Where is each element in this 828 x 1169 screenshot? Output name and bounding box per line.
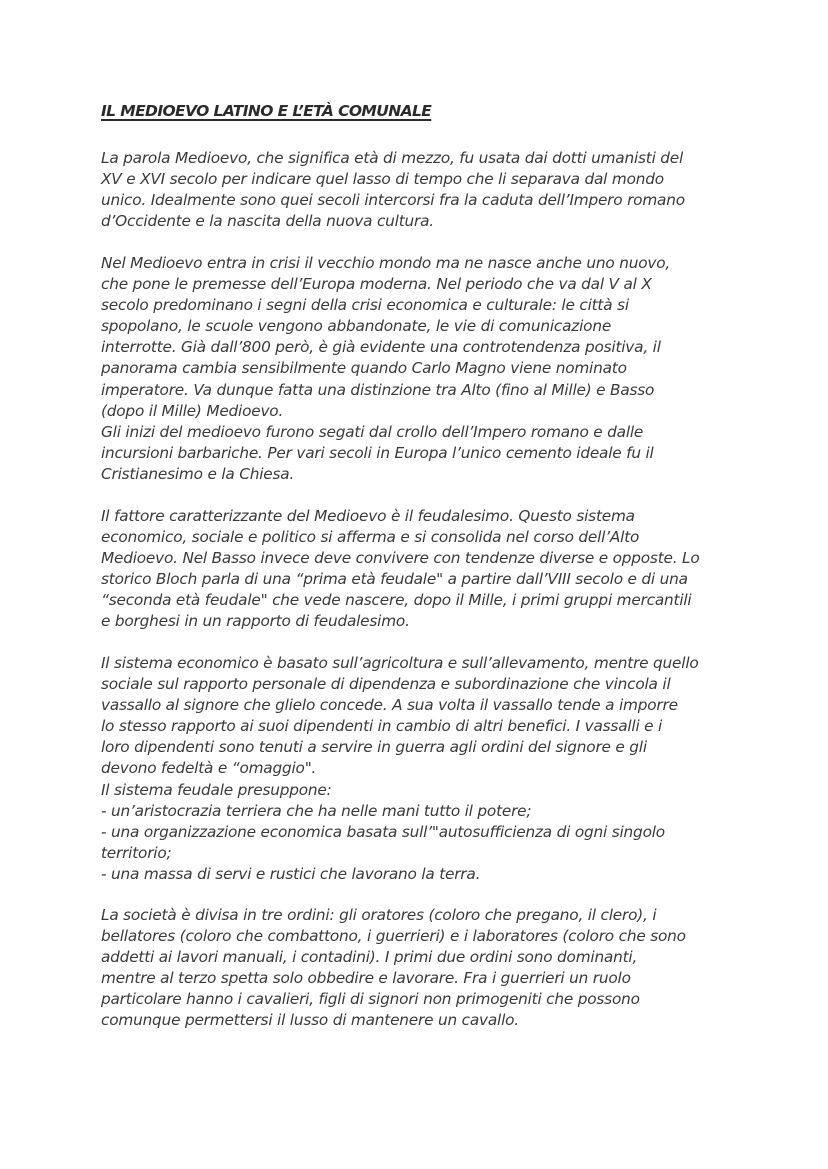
paragraph-line: Cristianesimo e la Chiesa.: [101, 464, 295, 483]
paragraph-line: La parola Medioevo, che significa età di mezzo, fu usata dai dotti umanisti del: [101, 149, 684, 167]
paragraph-line: addetti ai lavori manuali, i contadini). I primi due ordini sono dominanti,: [101, 948, 638, 967]
paragraph-line: che pone le premesse dell’Europa moderna. Nel periodo che va dal V al X: [101, 275, 652, 294]
paragraph-line: Il sistema economico è basato sull’agricoltura e sull’allevamento, mentre quello: [101, 654, 699, 672]
paragraph-line: spopolano, le scuole vengono abbandonate, le vie di comunicazione: [101, 317, 612, 336]
list-item: [101, 822, 741, 843]
list-item-continuation: territorio;: [101, 843, 172, 862]
paragraph-line: (dopo il Mille) Medioevo.: [101, 401, 284, 420]
paragraph-line: Gli inizi del medioevo furono segati dal crollo dell’Impero romano e dalle: [101, 422, 644, 441]
paragraph-line: comunque permettersi il lusso di mantenere un cavallo.: [101, 1011, 519, 1030]
bullet-marker: -: [101, 822, 107, 841]
paragraph-line: economico, sociale e politico si afferma e si consolida nel corso dell’Alto: [101, 528, 640, 547]
paragraph-line: XV e XVI secolo per indicare quel lasso di tempo che li separava dal mondo: [101, 170, 664, 189]
paragraph-line: incursioni barbariche. Per vari secoli in Europa l’unico cemento ideale fu il: [101, 443, 654, 462]
paragraph-line: Nel Medioevo entra in crisi il vecchio mondo ma ne nasce anche uno nuovo,: [101, 254, 671, 272]
list-item: [101, 864, 741, 885]
paragraph-line: vassallo al signore che glielo concede. A sua volta il vassallo tende a imporre: [101, 696, 678, 715]
bullet-marker: -: [101, 864, 107, 883]
list-item: [101, 801, 741, 822]
paragraph-line: devono fedeltà e “omaggio".: [101, 759, 317, 778]
paragraph-line: panorama cambia sensibilmente quando Carlo Magno viene nominato: [101, 359, 627, 378]
paragraph-line: storico Bloch parla di una “prima età feudale" a partire dall’VIII secolo e di una: [101, 570, 688, 589]
paragraph-5: [101, 905, 741, 1032]
paragraph-line: Il fattore caratterizzante del Medioevo è il feudalesimo. Questo sistema: [101, 507, 635, 525]
list-item-text: una massa di servi e rustici che lavorano la terra.: [111, 864, 481, 883]
paragraph-line: sociale sul rapporto personale di dipendenza e subordinazione che vincola il: [101, 675, 671, 694]
paragraph-line: Il sistema feudale presuppone:: [101, 780, 332, 799]
paragraph-line: lo stesso rapporto ai suoi dipendenti in cambio di altri benefici. I vassalli e i: [101, 717, 663, 736]
paragraph-1: [101, 148, 741, 232]
paragraph-line: particolare hanno i cavalieri, figli di signori non primogeniti che possono: [101, 990, 640, 1009]
paragraph-line: e borghesi in un rapporto di feudalesimo.: [101, 612, 410, 631]
paragraph-line: d’Occidente e la nascita della nuova cultura.: [101, 212, 434, 231]
paragraph-line: interrotte. Già dall’800 però, è già evidente una controtendenza positiva, il: [101, 338, 661, 357]
paragraph-line: “seconda età feudale" che vede nascere, dopo il Mille, i primi gruppi mercantili: [101, 591, 692, 610]
list-item-text: un’aristocrazia terriera che ha nelle mani tutto il potere;: [111, 801, 532, 820]
paragraph-2: [101, 253, 741, 485]
paragraph-line: secolo predominano i segni della crisi economica e culturale: le città si: [101, 296, 629, 315]
document-title: IL MEDIOEVO LATINO E L’ETÀ COMUNALE: [101, 102, 432, 120]
paragraph-line: bellatores (coloro che combattono, i guerrieri) e i laboratores (coloro che sono: [101, 927, 686, 946]
list-item-text: una organizzazione economica basata sull’"autosufficienza di ogni singolo: [111, 822, 665, 841]
paragraph-line: loro dipendenti sono tenuti a servire in guerra agli ordini del signore e gli: [101, 738, 647, 757]
paragraph-4: [101, 653, 741, 885]
paragraph-line: Medioevo. Nel Basso invece deve convivere con tendenze diverse e opposte. Lo: [101, 549, 700, 568]
paragraph-line: imperatore. Va dunque fatta una distinzione tra Alto (fino al Mille) e Basso: [101, 380, 655, 399]
paragraph-line: La società è divisa in tre ordini: gli oratores (coloro che pregano, il clero), i: [101, 906, 657, 924]
paragraph-line: unico. Idealmente sono quei secoli intercorsi fra la caduta dell’Impero romano: [101, 191, 685, 210]
paragraph-3: [101, 506, 741, 633]
bullet-marker: -: [101, 801, 107, 820]
paragraph-line: mentre al terzo spetta solo obbedire e lavorare. Fra i guerrieri un ruolo: [101, 969, 631, 988]
